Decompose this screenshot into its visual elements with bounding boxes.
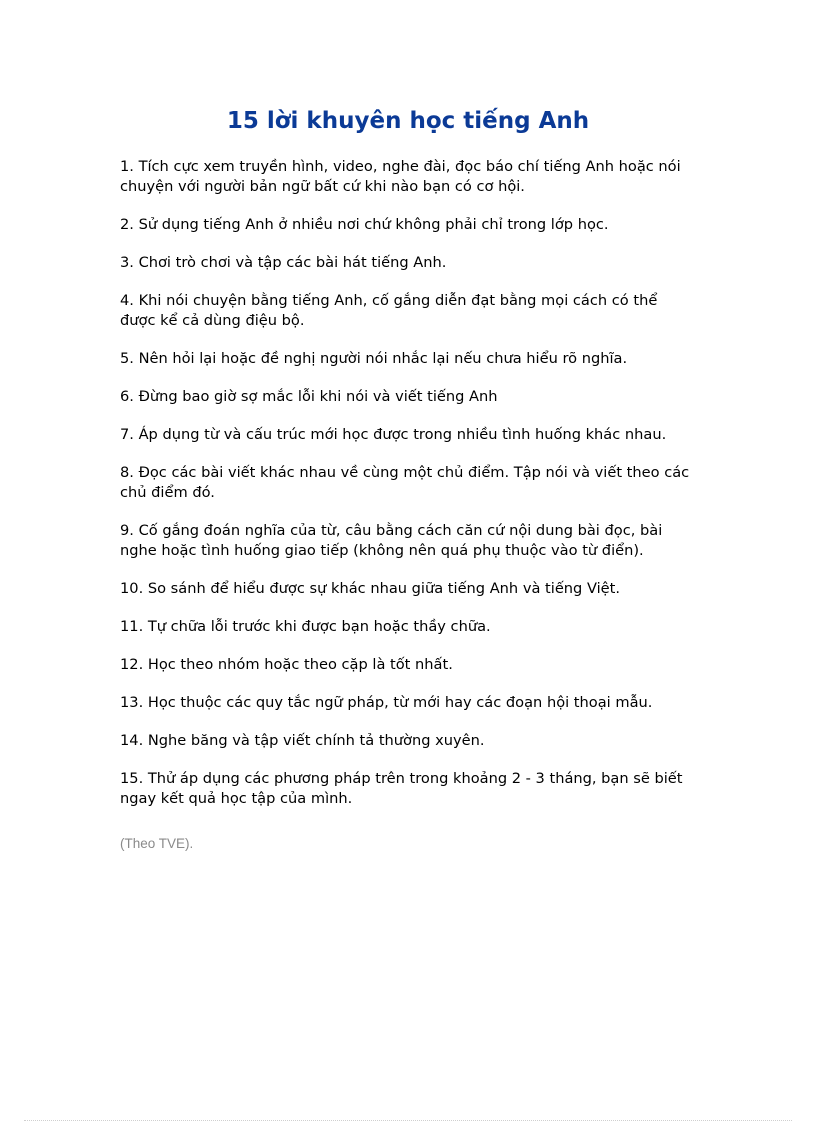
list-item <box>120 215 710 235</box>
list-item <box>120 253 710 273</box>
tip-line: 1. Tích cực xem truyền hình, video, nghe đài, đọc báo chí tiếng Anh hoặc nói <box>120 158 681 175</box>
tip-line: chủ điểm đó. <box>120 484 215 501</box>
tip-line: 6. Đừng bao giờ sợ mắc lỗi khi nói và viết tiếng Anh <box>120 388 498 405</box>
tip-line: 2. Sử dụng tiếng Anh ở nhiều nơi chứ không phải chỉ trong lớp học. <box>120 216 609 233</box>
tip-line: được kể cả dùng điệu bộ. <box>120 312 305 329</box>
tip-line: nghe hoặc tình huống giao tiếp (không nên quá phụ thuộc vào từ điển). <box>120 542 644 559</box>
tip-line: 15. Thử áp dụng các phương pháp trên trong khoảng 2 - 3 tháng, bạn sẽ biết <box>120 770 683 787</box>
list-item <box>120 693 710 713</box>
tip-line: chuyện với người bản ngữ bất cứ khi nào bạn có cơ hội. <box>120 178 525 195</box>
tip-line: 11. Tự chữa lỗi trước khi được bạn hoặc thầy chữa. <box>120 618 491 635</box>
tip-line: 12. Học theo nhóm hoặc theo cặp là tốt nhất. <box>120 656 453 673</box>
tip-line: 9. Cố gắng đoán nghĩa của từ, câu bằng cách căn cứ nội dung bài đọc, bài <box>120 522 663 539</box>
tips-list <box>120 157 710 827</box>
list-item <box>120 291 710 331</box>
document-title: 15 lời khuyên học tiếng Anh <box>226 108 590 134</box>
tip-line: 14. Nghe băng và tập viết chính tả thường xuyên. <box>120 732 485 749</box>
tip-line: 10. So sánh để hiểu được sự khác nhau giữa tiếng Anh và tiếng Việt. <box>120 580 621 597</box>
tip-line: 4. Khi nói chuyện bằng tiếng Anh, cố gắng diễn đạt bằng mọi cách có thể <box>120 292 658 309</box>
list-item <box>120 349 710 369</box>
list-item <box>120 769 710 809</box>
tip-line: ngay kết quả học tập của mình. <box>120 790 353 807</box>
tip-line: 13. Học thuộc các quy tắc ngữ pháp, từ mới hay các đoạn hội thoại mẫu. <box>120 694 653 711</box>
page-bottom-divider <box>24 1120 792 1121</box>
list-item <box>120 463 710 503</box>
tip-line: 3. Chơi trò chơi và tập các bài hát tiếng Anh. <box>120 254 447 271</box>
list-item <box>120 425 710 445</box>
list-item <box>120 731 710 751</box>
list-item <box>120 655 710 675</box>
list-item <box>120 617 710 637</box>
list-item <box>120 387 710 407</box>
list-item <box>120 157 710 197</box>
tip-line: 5. Nên hỏi lại hoặc đề nghị người nói nhắc lại nếu chưa hiểu rõ nghĩa. <box>120 350 628 367</box>
tip-line: 8. Đọc các bài viết khác nhau về cùng một chủ điểm. Tập nói và viết theo các <box>120 464 690 481</box>
source-attribution: (Theo TVE). <box>120 836 194 851</box>
list-item <box>120 521 710 561</box>
list-item <box>120 579 710 599</box>
tip-line: 7. Áp dụng từ và cấu trúc mới học được trong nhiều tình huống khác nhau. <box>120 426 667 443</box>
